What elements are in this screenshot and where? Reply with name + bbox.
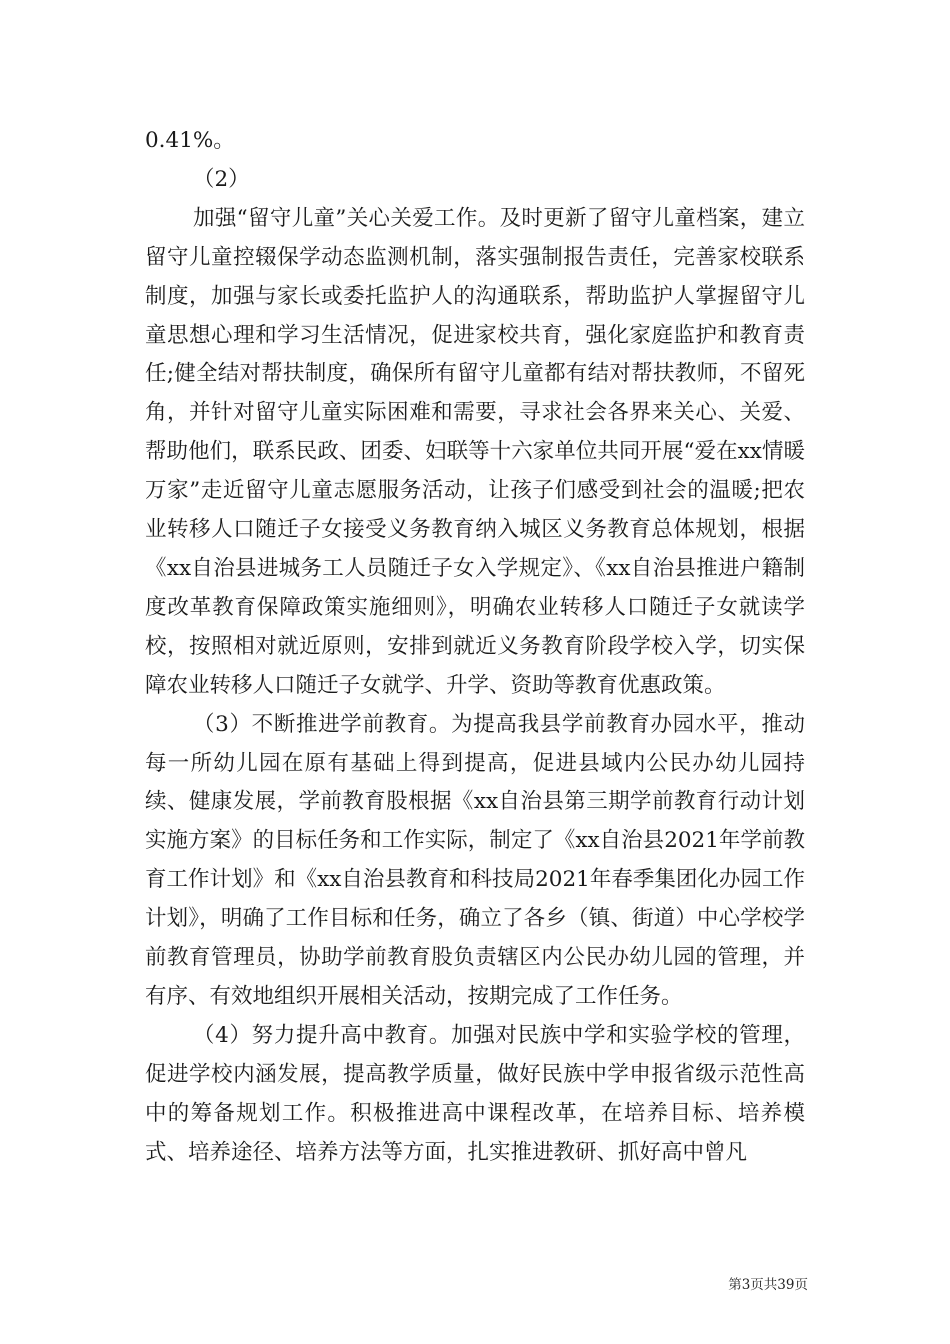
document-body bbox=[145, 122, 805, 1172]
page-number-footer: 第3页共39页 bbox=[728, 1277, 808, 1293]
paragraph-left-behind-children: 加强“留守儿童”关心关爱工作。及时更新了留守儿童档案，建立留守儿童控辍保学动态监测机制，落实强制报告责任，完善家校联系制度，加强与家长或委托监护人的沟通联系，帮助监护人掌握留守儿童思想心理和学习生活情况，促进家校共育，强化家庭监护和教育责任;健全结对帮扶制度，确保所有留守儿童都有结对帮扶教师，不留死角，并针对留守儿童实际困难和需要，寻求社会各界来关心、关爱、帮助他们，联系民政、团委、妇联等十六家单位共同开展“爱在xx情暖万家”走近留守儿童志愿服务活动，让孩子们感受到社会的温暖;把农业转移人口随迁子女接受义务教育纳入城区义务教育总体规划，根据《xx自治县进城务工人员随迁子女入学规定》、《xx自治县推进户籍制度改革教育保障政策实施细则》，明确农业转移人口随迁子女就读学校，按照相对就近原则，安排到就近义务教育阶段学校入学，切实保障农业转移人口随迁子女就学、升学、资助等教育优惠政策。 bbox=[145, 205, 805, 698]
paragraph-preschool-education: （3）不断推进学前教育。为提高我县学前教育办园水平，推动每一所幼儿园在原有基础上得到提高，促进县域内公民办幼儿园持续、健康发展，学前教育股根据《xx自治县第三期学前教育行动计划实施方案》的目标任务和工作实际，制定了《xx自治县2021年学前教育工作计划》和《xx自治县教育和科技局2021年春季集团化办园工作计划》，明确了工作目标和任务，确立了各乡（镇、街道）中心学校学前教育管理员，协助学前教育股负责辖区内公民办幼儿园的管理，并有序、有效地组织开展相关活动，按期完成了工作任务。 bbox=[145, 711, 805, 1009]
paragraph-section-2-number: （2） bbox=[193, 166, 250, 192]
paragraph-high-school-education: （4）努力提升高中教育。加强对民族中学和实验学校的管理，促进学校内涵发展，提高教学质量，做好民族中学申报省级示范性高中的筹备规划工作。积极推进高中课程改革，在培养目标、培养模式、培养途径、培养方法等方面，扎实推进教研、抓好高中曾凡 bbox=[145, 1022, 805, 1165]
paragraph-continuation: 0.41%。 bbox=[145, 128, 235, 153]
